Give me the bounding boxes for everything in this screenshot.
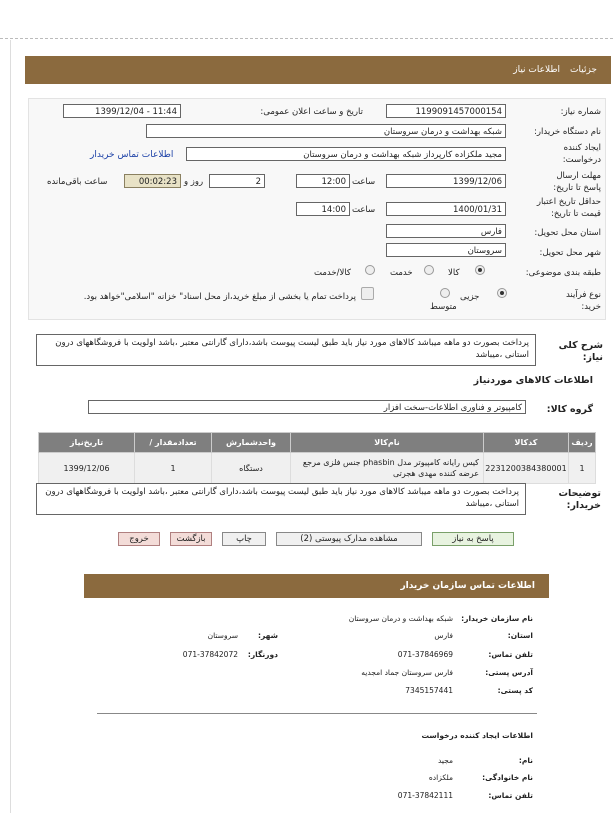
contact-phone-label: تلفن تماس: xyxy=(488,650,533,659)
process-medium-radio[interactable] xyxy=(440,288,450,298)
print-button[interactable]: چاپ xyxy=(222,532,266,546)
city-label: شهر محل تحویل: xyxy=(539,248,601,258)
tab-details[interactable]: جزئیات xyxy=(570,65,597,75)
process-label: نوع فرآیند خرید: xyxy=(565,290,601,312)
category-goods-service-radio[interactable] xyxy=(365,265,375,275)
contact-phone-value: 071-37846969 xyxy=(397,650,453,659)
creator-info-title: اطلاعات ایجاد کننده درخواست xyxy=(421,731,533,740)
contact-city-value: سروستان xyxy=(207,631,238,640)
announce-label: تاریخ و ساعت اعلان عمومی: xyxy=(260,107,363,117)
contact-org-label: نام سازمان خریدار: xyxy=(461,614,533,623)
creator-phone-label: تلفن تماس: xyxy=(488,791,533,800)
treasury-payment-note: پرداخت تمام یا بخشی از مبلغ خرید،از محل اسناد" خزانه "اسلامی"خواهد بود. xyxy=(83,292,356,302)
need-number-field: 1199091457000154 xyxy=(386,104,506,118)
reply-button[interactable]: پاسخ به نیاز xyxy=(432,532,514,546)
contact-province-label: استان: xyxy=(507,631,533,640)
col-row: ردیف xyxy=(569,433,596,453)
deadline-time-label: ساعت xyxy=(352,177,376,187)
validity-time-label: ساعت xyxy=(352,205,376,215)
contact-city-label: شهر: xyxy=(258,631,278,640)
creator-family-label: نام خانوادگی: xyxy=(482,773,533,782)
attachments-button[interactable]: مشاهده مدارک پیوستی (2) xyxy=(276,532,422,546)
category-service-label: خدمت xyxy=(390,268,413,278)
days-field: 2 xyxy=(209,174,265,188)
col-unit: واحدشمارش xyxy=(212,433,291,453)
creator-phone-value: 071-37842111 xyxy=(397,791,453,800)
contact-postal-label: کد پستی: xyxy=(497,686,533,695)
contact-postal-value: 7345157441 xyxy=(405,686,453,695)
tab-need-info[interactable]: اطلاعات نیاز xyxy=(513,65,561,75)
contact-info-link[interactable]: اطلاعات تماس خریدار xyxy=(90,150,174,160)
need-number-label: شماره نیاز: xyxy=(560,107,601,117)
creator-family-value: ملکزاده xyxy=(428,773,453,782)
top-divider xyxy=(0,38,613,39)
process-partial-radio[interactable] xyxy=(497,288,507,298)
exit-button[interactable]: خروج xyxy=(118,532,160,546)
category-goods-radio[interactable] xyxy=(475,265,485,275)
deadline-label: مهلت ارسال پاسخ تا تاریخ: xyxy=(553,171,601,193)
contact-divider xyxy=(97,713,537,714)
goods-group-field: کامپیوتر و فناوری اطلاعات-سخت افزار xyxy=(88,400,526,414)
remaining-time-field: 00:02:23 xyxy=(124,174,181,188)
province-field: فارس xyxy=(386,224,506,238)
creator-field: مجید ملکزاده کارپرداز شبکه بهداشت و درمان سروستان xyxy=(186,147,506,161)
cell-code: 2231200384380001 xyxy=(484,453,569,484)
contact-org-value: شبکه بهداشت و درمان سروستان xyxy=(348,614,453,623)
col-code: کدکالا xyxy=(484,433,569,453)
goods-table xyxy=(38,432,596,484)
category-service-radio[interactable] xyxy=(424,265,434,275)
province-label: استان محل تحویل: xyxy=(534,228,601,238)
buyer-org-field: شبکه بهداشت و درمان سروستان xyxy=(146,124,506,138)
remaining-label: ساعت باقی‌مانده xyxy=(47,177,108,187)
creator-name-value: مجید xyxy=(437,756,453,765)
days-label: روز و xyxy=(184,177,204,187)
contact-address-value: فارس سروستان جماد امجدیه xyxy=(361,668,453,677)
validity-time-field: 14:00 xyxy=(296,202,350,216)
category-goods-service-label: کالا/خدمت xyxy=(314,268,351,278)
category-goods-label: کالا xyxy=(448,268,460,278)
process-partial-label: جزیی xyxy=(460,292,480,302)
validity-label: حداقل تاریخ اعتبار قیمت تا تاریخ: xyxy=(536,197,601,219)
validity-date-field: 1400/01/31 xyxy=(386,202,506,216)
contact-fax-value: 071-37842072 xyxy=(182,650,238,659)
contact-province-value: فارس xyxy=(434,631,453,640)
contact-header: اطلاعات تماس سازمان خریدار xyxy=(84,574,549,598)
need-desc-text: پرداخت بصورت دو ماهه میباشد کالاهای مورد نیاز باید طبق لیست پیوست باشد،دارای گارانتی معتبر ،باشد اولویت با فروشگاههای درون استانی ،میباشد xyxy=(36,334,536,366)
buyer-notes-label: توضیحات خریدار: xyxy=(558,488,601,511)
col-date: تاریخ‌نیاز xyxy=(39,433,135,453)
goods-table-header xyxy=(39,433,596,453)
buyer-notes-text: پرداخت بصورت دو ماهه میباشد کالاهای مورد نیاز باید طبق لیست پیوست باشد،دارای گارانتی معتبر ،باشد اولویت با فروشگاههای درون استانی ،میباشد xyxy=(36,483,526,515)
contact-address-label: آدرس پستی: xyxy=(485,668,533,677)
city-field: سروستان xyxy=(386,243,506,257)
deadline-time-field: 12:00 xyxy=(296,174,350,188)
creator-label: ایجاد کننده درخواست: xyxy=(562,143,601,165)
cell-unit: دستگاه xyxy=(212,453,291,484)
treasury-payment-checkbox[interactable] xyxy=(361,287,374,300)
back-button[interactable]: بازگشت xyxy=(170,532,212,546)
page-header xyxy=(25,56,611,84)
need-desc-label: شرح کلی نیاز: xyxy=(558,340,603,363)
contact-fax-label: دورنگار: xyxy=(247,650,278,659)
cell-date: 1399/12/06 xyxy=(39,453,135,484)
cell-name: کیس رایانه کامپیوتر مدل phasbin جنس فلزی مرجع عرضه کننده مهدی هجرتی xyxy=(291,453,484,484)
cell-row: 1 xyxy=(569,453,596,484)
col-name: نام‌کالا xyxy=(291,433,484,453)
cell-qty: 1 xyxy=(135,453,212,484)
category-label: طبقه بندی موضوعی: xyxy=(525,268,601,278)
deadline-date-field: 1399/12/06 xyxy=(386,174,506,188)
col-qty: تعدادمقدار / xyxy=(135,433,212,453)
announce-field: 1399/12/04 - 11:44 xyxy=(63,104,181,118)
process-medium-label: متوسط xyxy=(430,302,457,312)
left-border xyxy=(10,40,11,813)
creator-name-label: نام: xyxy=(518,756,533,765)
goods-section-title: اطلاعات کالاهای موردنیاز xyxy=(473,375,593,386)
buyer-org-label: نام دستگاه خریدار: xyxy=(534,127,601,137)
table-row[interactable] xyxy=(39,453,596,484)
goods-group-label: گروه کالا: xyxy=(546,404,593,415)
